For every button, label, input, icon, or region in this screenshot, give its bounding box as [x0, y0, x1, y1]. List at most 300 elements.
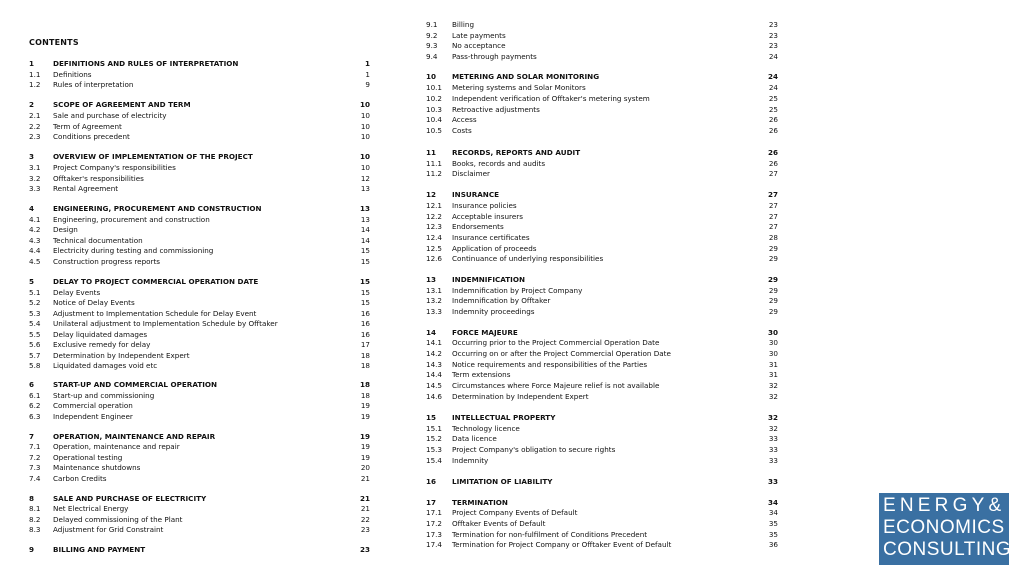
toc-entry-page: 10: [360, 132, 370, 141]
toc-entry-label: Late payments: [452, 31, 506, 40]
toc-entry-number: 14.1: [426, 338, 443, 347]
toc-entry-10-2: [426, 93, 778, 104]
toc-entry-page: 36: [768, 540, 778, 549]
toc-entry-page: 34: [768, 508, 778, 517]
toc-entry-number: 12.1: [426, 201, 443, 210]
toc-entry-label: Project Company's responsibilities: [53, 163, 176, 172]
toc-entry-page: 30: [768, 349, 778, 358]
toc-entry-number: 10.4: [426, 115, 443, 124]
toc-entry-number: 11.2: [426, 169, 443, 178]
toc-entry-page: 23: [768, 31, 778, 40]
toc-entry-number: 12.3: [426, 222, 443, 231]
toc-entry-5-2: [29, 297, 370, 308]
toc-entry-label: Independent verification of Offtaker's metering system: [452, 94, 650, 103]
toc-entry-label: Billing: [452, 20, 475, 29]
toc-entry-number: 3: [29, 152, 35, 161]
toc-entry-page: 14: [360, 225, 370, 234]
toc-entry-label: Technology licence: [452, 424, 520, 433]
toc-entry-14-2: [426, 348, 778, 359]
toc-entry-number: 4: [29, 204, 35, 213]
toc-entry-number: 17.2: [426, 519, 443, 528]
toc-entry-page: 14: [360, 236, 370, 245]
toc-entry-page: 15: [360, 246, 370, 255]
toc-entry-number: 15.3: [426, 445, 443, 454]
toc-entry-page: 1: [365, 70, 370, 79]
toc-entry-page: 30: [767, 328, 778, 337]
toc-entry-page: 34: [767, 498, 778, 507]
toc-entry-label: LIMITATION OF LIABILITY: [452, 477, 553, 486]
toc-entry-label: Operation, maintenance and repair: [53, 442, 180, 451]
toc-entry-page: 29: [767, 275, 778, 284]
toc-entry-page: 18: [360, 351, 370, 360]
toc-entry-label: Project Company Events of Default: [452, 508, 578, 517]
toc-entry-9-4: [426, 51, 778, 62]
toc-entry-page: 29: [768, 296, 778, 305]
toc-entry-label: INDEMNIFICATION: [452, 275, 525, 284]
toc-entry-number: 10.1: [426, 83, 443, 92]
toc-entry-label: Metering systems and Solar Monitors: [452, 83, 586, 92]
toc-entry-number: 11: [426, 148, 437, 157]
toc-entry-page: 23: [360, 525, 370, 534]
toc-entry-13-3: [426, 306, 778, 317]
toc-entry-page: 26: [767, 148, 778, 157]
toc-entry-label: DELAY TO PROJECT COMMERCIAL OPERATION DATE: [53, 277, 259, 286]
toc-entry-page: 29: [768, 286, 778, 295]
toc-entry-label: Determination by Independent Expert: [53, 351, 190, 360]
toc-entry-number: 1.2: [29, 80, 41, 89]
toc-entry-number: 5.5: [29, 330, 41, 339]
toc-entry-number: 4.1: [29, 215, 41, 224]
toc-entry-page: 19: [360, 401, 370, 410]
toc-entry-number: 7.2: [29, 453, 41, 462]
toc-entry-number: 9.1: [426, 20, 438, 29]
toc-entry-number: 6.3: [29, 412, 41, 421]
toc-entry-14-1: [426, 337, 778, 348]
toc-entry-page: 33: [768, 434, 778, 443]
toc-entry-page: 15: [360, 288, 370, 297]
toc-entry-label: Electricity during testing and commissioning: [53, 246, 214, 255]
toc-entry-13-2: [426, 295, 778, 306]
toc-entry-page: 33: [768, 445, 778, 454]
toc-entry-5-8: [29, 360, 370, 371]
toc-entry-3-3: [29, 183, 370, 194]
toc-entry-number: 3.2: [29, 174, 41, 183]
toc-entry-number: 13.2: [426, 296, 443, 305]
toc-entry-page: 27: [768, 169, 778, 178]
toc-entry-page: 16: [360, 330, 370, 339]
toc-entry-page: 25: [768, 94, 778, 103]
toc-entry-label: Indemnification by Project Company: [452, 286, 583, 295]
toc-entry-number: 4.4: [29, 246, 41, 255]
toc-entry-page: 19: [360, 442, 370, 451]
toc-entry-label: TERMINATION: [452, 498, 508, 507]
toc-entry-label: Conditions precedent: [53, 132, 130, 141]
toc-entry-number: 5.3: [29, 309, 41, 318]
toc-entry-8-3: [29, 524, 370, 535]
toc-entry-label: OVERVIEW OF IMPLEMENTATION OF THE PROJECT: [53, 152, 253, 161]
toc-entry-page: 10: [360, 111, 370, 120]
toc-entry-label: INTELLECTUAL PROPERTY: [452, 413, 556, 422]
toc-entry-label: RECORDS, REPORTS AND AUDIT: [452, 148, 581, 157]
toc-entry-number: 15.2: [426, 434, 443, 443]
toc-entry-label: Delayed commissioning of the Plant: [53, 515, 183, 524]
toc-heading-4: [29, 203, 370, 214]
toc-entry-label: Termination for non-fulfilment of Conditions Precedent: [452, 530, 648, 539]
toc-entry-page: 28: [768, 233, 778, 242]
toc-entry-page: 26: [768, 115, 778, 124]
toc-heading-10: [426, 71, 778, 82]
toc-entry-7-4: [29, 473, 370, 484]
toc-entry-page: 13: [359, 204, 370, 213]
toc-entry-label: FORCE MAJEURE: [452, 328, 518, 337]
toc-entry-number: 8.3: [29, 525, 41, 534]
toc-entry-number: 17.1: [426, 508, 443, 517]
toc-entry-10-5: [426, 125, 778, 136]
toc-entry-number: 9.3: [426, 41, 438, 50]
toc-entry-number: 7.3: [29, 463, 41, 472]
toc-entry-number: 5.8: [29, 361, 41, 370]
toc-entry-label: Offtaker's responsibilities: [53, 174, 144, 183]
toc-entry-page: 18: [360, 361, 370, 370]
toc-entry-number: 10: [426, 72, 437, 81]
toc-entry-number: 2: [29, 100, 35, 109]
toc-heading-3: [29, 151, 370, 162]
toc-entry-label: Delay Events: [53, 288, 101, 297]
toc-entry-number: 14.3: [426, 360, 443, 369]
toc-entry-page: 24: [768, 83, 778, 92]
toc-entry-page: 23: [768, 20, 778, 29]
toc-entry-page: 23: [768, 41, 778, 50]
toc-entry-label: Delay liquidated damages: [53, 330, 148, 339]
toc-entry-number: 3.1: [29, 163, 41, 172]
toc-entry-number: 5: [29, 277, 35, 286]
toc-entry-17-2: [426, 518, 778, 529]
toc-entry-label: Costs: [452, 126, 472, 135]
toc-entry-page: 16: [360, 309, 370, 318]
toc-entry-page: 29: [768, 254, 778, 263]
toc-entry-label: SALE AND PURCHASE OF ELECTRICITY: [53, 494, 207, 503]
toc-entry-label: ENGINEERING, PROCUREMENT AND CONSTRUCTION: [53, 204, 262, 213]
toc-entry-6-2: [29, 400, 370, 411]
toc-entry-label: Adjustment to Implementation Schedule for Delay Event: [53, 309, 257, 318]
toc-entry-page: 19: [360, 453, 370, 462]
toc-entry-label: OPERATION, MAINTENANCE AND REPAIR: [53, 432, 216, 441]
toc-entry-14-5: [426, 380, 778, 391]
toc-entry-page: 9: [365, 80, 370, 89]
toc-entry-label: Retroactive adjustments: [452, 105, 540, 114]
toc-entry-number: 1.1: [29, 70, 41, 79]
contents-title: CONTENTS: [29, 38, 79, 47]
toc-entry-label: Liquidated damages void etc: [53, 361, 158, 370]
toc-entry-label: Adjustment for Grid Constraint: [53, 525, 164, 534]
toc-heading-13: [426, 274, 778, 285]
toc-entry-number: 5.6: [29, 340, 41, 349]
toc-entry-page: 29: [768, 307, 778, 316]
toc-entry-page: 30: [768, 338, 778, 347]
toc-entry-page: 19: [359, 432, 370, 441]
toc-entry-label: Indemnification by Offtaker: [452, 296, 551, 305]
toc-entry-5-6: [29, 339, 370, 350]
toc-entry-number: 12.4: [426, 233, 443, 242]
toc-entry-number: 14.4: [426, 370, 443, 379]
toc-entry-number: 2.1: [29, 111, 41, 120]
toc-entry-label: Project Company's obligation to secure rights: [452, 445, 616, 454]
toc-entry-label: METERING AND SOLAR MONITORING: [452, 72, 600, 81]
toc-entry-number: 12.2: [426, 212, 443, 221]
toc-entry-label: Acceptable insurers: [452, 212, 523, 221]
logo-line-3: CONSULTING: [883, 539, 1012, 560]
toc-entry-page: 31: [768, 370, 778, 379]
toc-entry-page: 24: [768, 52, 778, 61]
toc-entry-4-4: [29, 245, 370, 256]
toc-heading-5: [29, 276, 370, 287]
toc-entry-page: 18: [360, 391, 370, 400]
logo-line-1: ENERGY&: [883, 495, 1006, 516]
toc-entry-page: 33: [767, 477, 778, 486]
toc-entry-label: START-UP AND COMMERCIAL OPERATION: [53, 380, 218, 389]
toc-entry-page: 13: [360, 215, 370, 224]
toc-entry-number: 10.5: [426, 126, 443, 135]
toc-entry-page: 19: [360, 412, 370, 421]
toc-entry-7-3: [29, 462, 370, 473]
toc-entry-label: Continuance of underlying responsibilities: [452, 254, 604, 263]
toc-entry-page: 16: [360, 319, 370, 328]
toc-entry-label: Independent Engineer: [53, 412, 133, 421]
toc-entry-page: 31: [768, 360, 778, 369]
toc-entry-label: Offtaker Events of Default: [452, 519, 546, 528]
toc-entry-page: 23: [359, 545, 370, 554]
toc-entry-5-4: [29, 318, 370, 329]
toc-entry-number: 5.1: [29, 288, 41, 297]
toc-entry-number: 16: [426, 477, 437, 486]
toc-entry-number: 2.3: [29, 132, 41, 141]
toc-entry-page: 27: [768, 201, 778, 210]
toc-entry-label: BILLING AND PAYMENT: [53, 545, 146, 554]
toc-entry-page: 21: [359, 494, 370, 503]
toc-entry-number: 4.3: [29, 236, 41, 245]
toc-entry-page: 1: [364, 59, 370, 68]
toc-entry-page: 21: [360, 504, 370, 513]
toc-entry-page: 10: [360, 163, 370, 172]
toc-entry-label: Sale and purchase of electricity: [53, 111, 167, 120]
toc-entry-number: 13: [426, 275, 437, 284]
toc-entry-page: 10: [360, 122, 370, 131]
toc-entry-number: 4.2: [29, 225, 41, 234]
toc-entry-label: Technical documentation: [53, 236, 143, 245]
toc-entry-number: 17: [426, 498, 437, 507]
toc-entry-7-1: [29, 441, 370, 452]
toc-entry-number: 5.7: [29, 351, 41, 360]
toc-entry-page: 13: [360, 184, 370, 193]
toc-entry-9-1: [426, 19, 778, 30]
toc-entry-page: 27: [767, 190, 778, 199]
toc-entry-page: 15: [360, 257, 370, 266]
toc-entry-15-4: [426, 455, 778, 466]
toc-entry-number: 9: [29, 545, 35, 554]
toc-entry-page: 22: [360, 515, 370, 524]
toc-entry-label: Rental Agreement: [53, 184, 119, 193]
toc-entry-number: 14.5: [426, 381, 443, 390]
toc-entry-11-2: [426, 168, 778, 179]
toc-heading-15: [426, 412, 778, 423]
toc-entry-label: INSURANCE: [452, 190, 499, 199]
toc-entry-label: Carbon Credits: [53, 474, 107, 483]
toc-entry-label: SCOPE OF AGREEMENT AND TERM: [53, 100, 191, 109]
toc-entry-label: Pass-through payments: [452, 52, 537, 61]
toc-entry-17-4: [426, 539, 778, 550]
toc-entry-page: 10: [359, 100, 370, 109]
toc-entry-number: 8.2: [29, 515, 41, 524]
toc-entry-label: Circumstances where Force Majeure relief is not available: [452, 381, 660, 390]
toc-entry-page: 15: [359, 277, 370, 286]
toc-heading-11: [426, 147, 778, 158]
toc-entry-12-3: [426, 221, 778, 232]
toc-entry-2-1: [29, 110, 370, 121]
toc-entry-label: Insurance policies: [452, 201, 517, 210]
toc-entry-number: 3.3: [29, 184, 41, 193]
toc-entry-page: 35: [768, 530, 778, 539]
toc-entry-number: 7.4: [29, 474, 41, 483]
toc-entry-number: 8.1: [29, 504, 41, 513]
toc-heading-12: [426, 189, 778, 200]
toc-entry-label: Data licence: [452, 434, 497, 443]
toc-entry-4-2: [29, 224, 370, 235]
toc-entry-label: Commercial operation: [53, 401, 133, 410]
toc-entry-label: Access: [452, 115, 477, 124]
toc-entry-number: 4.5: [29, 257, 41, 266]
toc-entry-label: Insurance certificates: [452, 233, 530, 242]
toc-entry-14-6: [426, 391, 778, 402]
toc-entry-number: 7: [29, 432, 35, 441]
toc-entry-page: 27: [768, 222, 778, 231]
toc-entry-label: Endorsements: [452, 222, 504, 231]
toc-entry-number: 6.2: [29, 401, 41, 410]
toc-entry-label: Occurring prior to the Project Commercial Operation Date: [452, 338, 660, 347]
toc-heading-16: [426, 476, 778, 487]
toc-entry-3-1: [29, 162, 370, 173]
toc-entry-page: 35: [768, 519, 778, 528]
toc-entry-label: DEFINITIONS AND RULES OF INTERPRETATION: [53, 59, 239, 68]
toc-entry-number: 11.1: [426, 159, 443, 168]
toc-entry-label: Unilateral adjustment to Implementation Schedule by Offtaker: [53, 319, 278, 328]
toc-entry-number: 13.3: [426, 307, 443, 316]
toc-entry-12-1: [426, 200, 778, 211]
toc-entry-label: Termination for Project Company or Offtaker Event of Default: [452, 540, 672, 549]
toc-entry-label: Indemnity: [452, 456, 489, 465]
toc-entry-number: 12.6: [426, 254, 443, 263]
toc-entry-label: Rules of interpretation: [53, 80, 134, 89]
toc-entry-label: Exclusive remedy for delay: [53, 340, 151, 349]
toc-entry-8-1: [29, 503, 370, 514]
toc-entry-number: 17.4: [426, 540, 443, 549]
toc-entry-page: 27: [768, 212, 778, 221]
toc-entry-label: Notice of Delay Events: [53, 298, 135, 307]
toc-entry-number: 15: [426, 413, 437, 422]
toc-entry-number: 14.6: [426, 392, 443, 401]
toc-entry-page: 18: [359, 380, 370, 389]
toc-entry-number: 13.1: [426, 286, 443, 295]
toc-entry-number: 5.2: [29, 298, 41, 307]
toc-entry-number: 1: [29, 59, 35, 68]
toc-entry-label: Books, records and audits: [452, 159, 546, 168]
toc-entry-page: 29: [768, 244, 778, 253]
toc-entry-page: 20: [360, 463, 370, 472]
toc-entry-6-3: [29, 411, 370, 422]
toc-entry-label: Start-up and commissioning: [53, 391, 155, 400]
toc-entry-label: Term of Agreement: [53, 122, 122, 131]
toc-entry-number: 17.3: [426, 530, 443, 539]
toc-entry-label: Operational testing: [53, 453, 123, 462]
toc-heading-9: [29, 544, 370, 555]
toc-entry-page: 32: [768, 392, 778, 401]
toc-entry-15-3: [426, 444, 778, 455]
toc-entry-page: 26: [768, 159, 778, 168]
toc-entry-number: 9.2: [426, 31, 438, 40]
toc-entry-10-1: [426, 82, 778, 93]
toc-entry-number: 10.3: [426, 105, 443, 114]
toc-entry-label: Notice requirements and responsibilities of the Parties: [452, 360, 648, 369]
toc-entry-page: 17: [360, 340, 370, 349]
toc-entry-15-2: [426, 433, 778, 444]
toc-entry-label: Engineering, procurement and construction: [53, 215, 210, 224]
logo-line-2: ECONOMICS: [883, 517, 1005, 538]
toc-entry-label: Occurring on or after the Project Commercial Operation Date: [452, 349, 671, 358]
toc-entry-page: 32: [768, 381, 778, 390]
company-logo: [879, 493, 1012, 565]
toc-heading-6: [29, 379, 370, 390]
toc-entry-label: Application of proceeds: [452, 244, 537, 253]
toc-entry-number: 14: [426, 328, 437, 337]
toc-entry-number: 15.1: [426, 424, 443, 433]
toc-entry-1-2: [29, 79, 370, 90]
toc-entry-14-4: [426, 369, 778, 380]
toc-entry-number: 5.4: [29, 319, 41, 328]
toc-entry-number: 12: [426, 190, 437, 199]
toc-entry-page: 32: [768, 424, 778, 433]
toc-entry-label: Net Electrical Energy: [53, 504, 129, 513]
toc-entry-page: 10: [359, 152, 370, 161]
toc-entry-4-5: [29, 256, 370, 267]
toc-entry-page: 33: [768, 456, 778, 465]
toc-entry-label: Indemnity proceedings: [452, 307, 535, 316]
toc-entry-number: 9.4: [426, 52, 438, 61]
toc-heading-1: [29, 58, 370, 69]
toc-entry-number: 10.2: [426, 94, 443, 103]
toc-entry-number: 2.2: [29, 122, 41, 131]
toc-entry-label: Design: [53, 225, 78, 234]
toc-entry-17-1: [426, 507, 778, 518]
toc-entry-9-3: [426, 40, 778, 51]
toc-entry-label: Maintenance shutdowns: [53, 463, 141, 472]
toc-entry-number: 15.4: [426, 456, 443, 465]
toc-entry-page: 32: [767, 413, 778, 422]
toc-heading-2: [29, 99, 370, 110]
toc-entry-label: Term extensions: [452, 370, 511, 379]
toc-entry-page: 12: [360, 174, 370, 183]
toc-entry-number: 8: [29, 494, 35, 503]
toc-entry-label: Disclaimer: [452, 169, 491, 178]
toc-entry-page: 15: [360, 298, 370, 307]
toc-entry-2-3: [29, 131, 370, 142]
toc-entry-12-6: [426, 253, 778, 264]
toc-entry-page: 26: [768, 126, 778, 135]
toc-entry-number: 6.1: [29, 391, 41, 400]
toc-entry-label: Construction progress reports: [53, 257, 161, 266]
toc-entry-page: 21: [360, 474, 370, 483]
toc-entry-number: 12.5: [426, 244, 443, 253]
toc-entry-10-4: [426, 114, 778, 125]
toc-entry-page: 25: [768, 105, 778, 114]
